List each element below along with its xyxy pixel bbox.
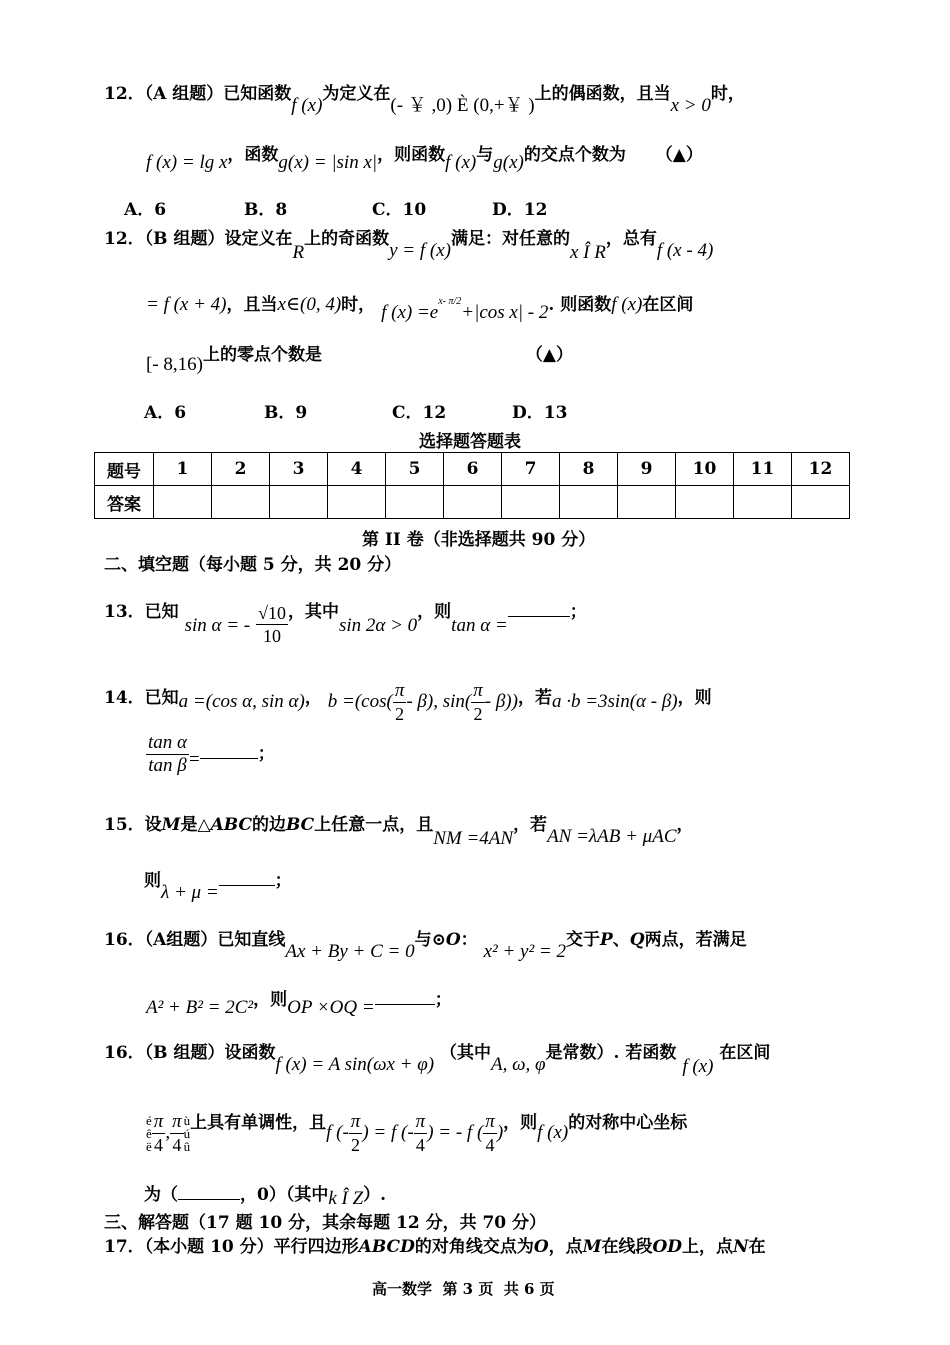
math: x∈(0, 4) [277,294,342,315]
text: ，若 [517,688,552,708]
denominator: 4 [415,1135,425,1155]
text: 的边 [251,815,286,835]
math: λ + μ = [161,882,219,903]
denominator: 4 [172,1135,182,1155]
text: 为（ [144,1185,178,1205]
answer-cell[interactable] [792,486,850,519]
math: A, ω, φ [491,1054,546,1075]
page-footer: 高一数学 第 3 页 共 6 页 [372,1280,555,1298]
math: AN =λAB + μAC [547,826,677,847]
math: = [189,749,200,770]
text: 已知 [144,602,179,622]
text: 在 [748,1237,766,1257]
numerator: π [172,1111,182,1132]
text: 上具有单调性，且 [190,1113,327,1133]
text: ； [257,744,275,764]
table-row [95,486,850,519]
option-a: A．6 [124,200,167,220]
answer-cell[interactable] [560,486,618,519]
denominator: 2 [351,1135,361,1155]
text: 是常数）. 若函数 [545,1043,677,1063]
text: 设 [144,815,162,835]
answer-cell[interactable] [386,486,444,519]
q16a-line2 [146,985,452,1018]
math: f (x) [682,1056,714,1077]
math: g(x) [493,152,524,173]
question-number: 15． [104,815,145,835]
math: x² + y² = 2 [483,941,566,962]
math: ) = - f ( [427,1122,484,1143]
math: x Î R [569,242,606,263]
math: a ·b =3sin(α - β) [551,691,678,712]
math: NM =4AN [433,828,514,849]
bracket: é ê ë [146,1113,152,1154]
denominator: 4 [485,1135,495,1155]
text: 在区间 [642,295,694,315]
math: - β)) [484,691,518,712]
q12a-options [124,195,547,220]
q14-line1 [104,676,712,724]
text: ，点 [548,1237,583,1257]
text: 时， [341,295,376,315]
numerator: π [415,1111,426,1132]
math: Ax + By + C = 0 [285,941,415,962]
text: 交于 [565,930,600,950]
text: ，其中 [287,602,339,622]
answer-blank[interactable] [375,1004,435,1005]
question-number: 16． [104,930,145,950]
q16b-line2 [146,1108,687,1156]
denominator: 10 [263,626,281,646]
text: 在区间 [719,1043,771,1063]
math: y = f (x) [389,240,451,261]
math: , [165,1122,171,1143]
part2-title: 第 II 卷（非选择题共 90 分） [362,530,596,550]
math: M [582,1237,602,1257]
math: OP ×OQ = [287,997,375,1018]
math: f (x) =e [381,302,439,323]
option-d: D．12 [492,200,548,220]
option-b: B．9 [264,403,308,423]
q12a-line1 [104,78,745,116]
text: 上的零点个数是 [202,345,322,365]
text: 、 [612,930,630,950]
math: Q [629,930,645,950]
math-exponent: x- π/2 [438,296,462,307]
math: ) [496,1122,504,1143]
question-number-cell: 6 [444,453,502,486]
text: 上任意一点，且 [314,815,434,835]
math: O [533,1237,549,1257]
q16b-line3 [144,1180,387,1209]
answer-mark: （▲） [655,145,703,165]
text: ，0）（其中 [240,1185,329,1205]
math: f (x) = A sin(ωx + φ) [275,1054,435,1075]
text: 在线段 [601,1237,653,1257]
text: 上的奇函数 [304,229,390,249]
answer-cell[interactable] [212,486,270,519]
q12b-options [144,398,567,423]
math: tan α = [451,615,508,636]
math: A² + B² = 2C² [146,997,254,1018]
option-c: C．10 [372,200,427,220]
fraction [349,1111,363,1156]
option-c: C．12 [392,403,447,423]
question-number-cell: 4 [328,453,386,486]
text: 是△ [180,815,211,835]
question-number-cell: 5 [386,453,444,486]
math: k Î Z [328,1188,364,1209]
math: g(x) = |sin x| [278,152,378,173]
answer-cell[interactable] [154,486,212,519]
answer-cell[interactable] [502,486,560,519]
q12b-line2 [146,290,694,323]
text: 上，点 [682,1237,734,1257]
text: ； [274,871,292,891]
option-b: B．8 [244,200,288,220]
text: ： [460,930,478,950]
question-number-cell: 3 [270,453,328,486]
text: ，则 [253,990,288,1010]
math: f (x) [611,294,643,315]
math: x > 0 [670,95,711,116]
text: ， [676,815,694,835]
math: b =(cos( [327,691,393,712]
answer-table [94,452,850,519]
text: 时， [710,84,745,104]
denominator: 4 [154,1135,164,1155]
question-number-cell: 8 [560,453,618,486]
table-header-cell: 答案 [95,486,154,519]
text: 与⊙ [414,930,446,950]
text: ，则 [503,1113,538,1133]
question-number: 13． [104,602,145,622]
table-row [95,453,850,486]
text: 的对角线交点为 [414,1237,534,1257]
text: 为定义在 [322,84,391,104]
question-number-cell: 12 [792,453,850,486]
fraction [170,1111,184,1156]
q13 [104,590,587,646]
math: sin α = - [184,615,251,636]
numerator: π [394,680,405,701]
numerator: π [485,1111,495,1132]
question-number-cell: 11 [734,453,792,486]
answer-table-title: 选择题答题表 [419,432,521,452]
numerator: tan α [148,732,188,753]
question-number: 16． [104,1043,145,1063]
fraction [483,1111,497,1156]
text: ，则函数 [377,145,446,165]
answer-blank[interactable] [508,616,570,617]
text: 的对称中心坐标 [568,1113,688,1133]
answer-cell[interactable] [734,486,792,519]
math: M [161,815,181,835]
text: 与 [476,145,494,165]
q17 [104,1232,766,1257]
math: N [733,1237,749,1257]
answer-cell[interactable] [328,486,386,519]
fraction [256,602,288,647]
math: f (x) = lg x [146,152,228,173]
math: f (x) [291,95,323,116]
question-number-cell: 9 [618,453,676,486]
math: OD [652,1237,683,1257]
text: （A 组题）已知函数 [144,84,292,104]
fraction [393,680,407,725]
question-number: 12． [104,229,145,249]
math: f (x - 4) [656,240,714,261]
numerator: √10 [258,603,286,623]
text: 满足：对任意的 [450,229,570,249]
math: f (x) [537,1122,569,1143]
math: - β), sin( [406,691,472,712]
text: ，则 [417,602,452,622]
text: 则 [144,871,161,891]
question-number: 17． [104,1237,145,1257]
math: = f (x + 4) [146,294,227,315]
numerator: π [473,680,483,701]
answer-cell[interactable] [270,486,328,519]
q14-line2 [146,732,275,777]
section2-heading: 二、填空题（每小题 5 分，共 20 分） [104,555,402,575]
fraction [152,1111,166,1156]
math: ABC [210,815,252,835]
text: 上的偶函数，且当 [534,84,671,104]
question-number: 12． [104,84,145,104]
option-a: A．6 [144,403,187,423]
math: f (- [326,1122,349,1143]
text: ）. [363,1185,387,1205]
math: (- ￥ ,0) È (0,+￥ ) [390,95,535,116]
math: sin 2α > 0 [338,615,418,636]
q12a-line2 [146,140,703,173]
math: [- 8,16) [146,354,203,375]
math: P [599,930,613,950]
text: ，总有 [605,229,657,249]
question-number: 14． [104,688,145,708]
denominator: tan β [148,755,187,776]
bracket: ù ú û [183,1113,191,1154]
numerator: π [350,1111,361,1132]
text: ，函数 [227,145,279,165]
text: ，则 [677,688,712,708]
numerator: π [153,1111,164,1132]
text: ； [569,602,587,622]
math: O [445,930,461,950]
text: . 则函数 [548,295,612,315]
math: a =(cos α, sin α) [178,691,305,712]
text: （其中 [440,1043,492,1063]
text: （本小题 10 分）平行四边形 [144,1237,359,1257]
answer-blank[interactable] [219,885,275,886]
text: 两点，若满足 [644,930,747,950]
question-number-cell: 10 [676,453,734,486]
q12b-line1 [104,224,714,263]
answer-cell[interactable] [676,486,734,519]
q15-line1 [104,810,694,849]
text: 已知 [144,688,179,708]
math: +|cos x| - 2 [461,302,549,323]
q12b-line3 [146,340,573,375]
text: ，若 [513,815,548,835]
text: （B 组题）设定义在 [144,229,293,249]
question-number-cell: 2 [212,453,270,486]
fraction [414,1111,428,1156]
denominator: 2 [395,704,405,724]
math: ABCD [358,1237,415,1257]
denominator: 2 [473,704,483,724]
text: ，且当 [226,295,278,315]
option-d: D．13 [512,403,568,423]
math: R [292,242,305,263]
q16b-line1 [104,1038,771,1077]
math: BC [285,815,315,835]
table-header-cell: 题号 [95,453,154,486]
fraction [146,732,189,777]
fraction [471,680,485,725]
text: 的交点个数为 [523,145,626,165]
answer-mark: （▲） [525,345,573,365]
question-number-cell: 7 [502,453,560,486]
answer-blank[interactable] [178,1199,240,1200]
question-number-cell: 1 [154,453,212,486]
answer-cell[interactable] [444,486,502,519]
section3-heading: 三、解答题（17 题 10 分，其余每题 12 分，共 70 分） [104,1213,547,1233]
text: （A组题）已知直线 [144,930,286,950]
q15-line2 [144,866,292,903]
text: ； [434,990,452,1010]
math: ) = f (- [362,1122,414,1143]
math: f (x) [445,152,477,173]
answer-blank[interactable] [200,758,258,759]
text: ， [304,688,322,708]
answer-cell[interactable] [618,486,676,519]
text: （B 组题）设函数 [144,1043,276,1063]
q16a-line1 [104,925,747,962]
